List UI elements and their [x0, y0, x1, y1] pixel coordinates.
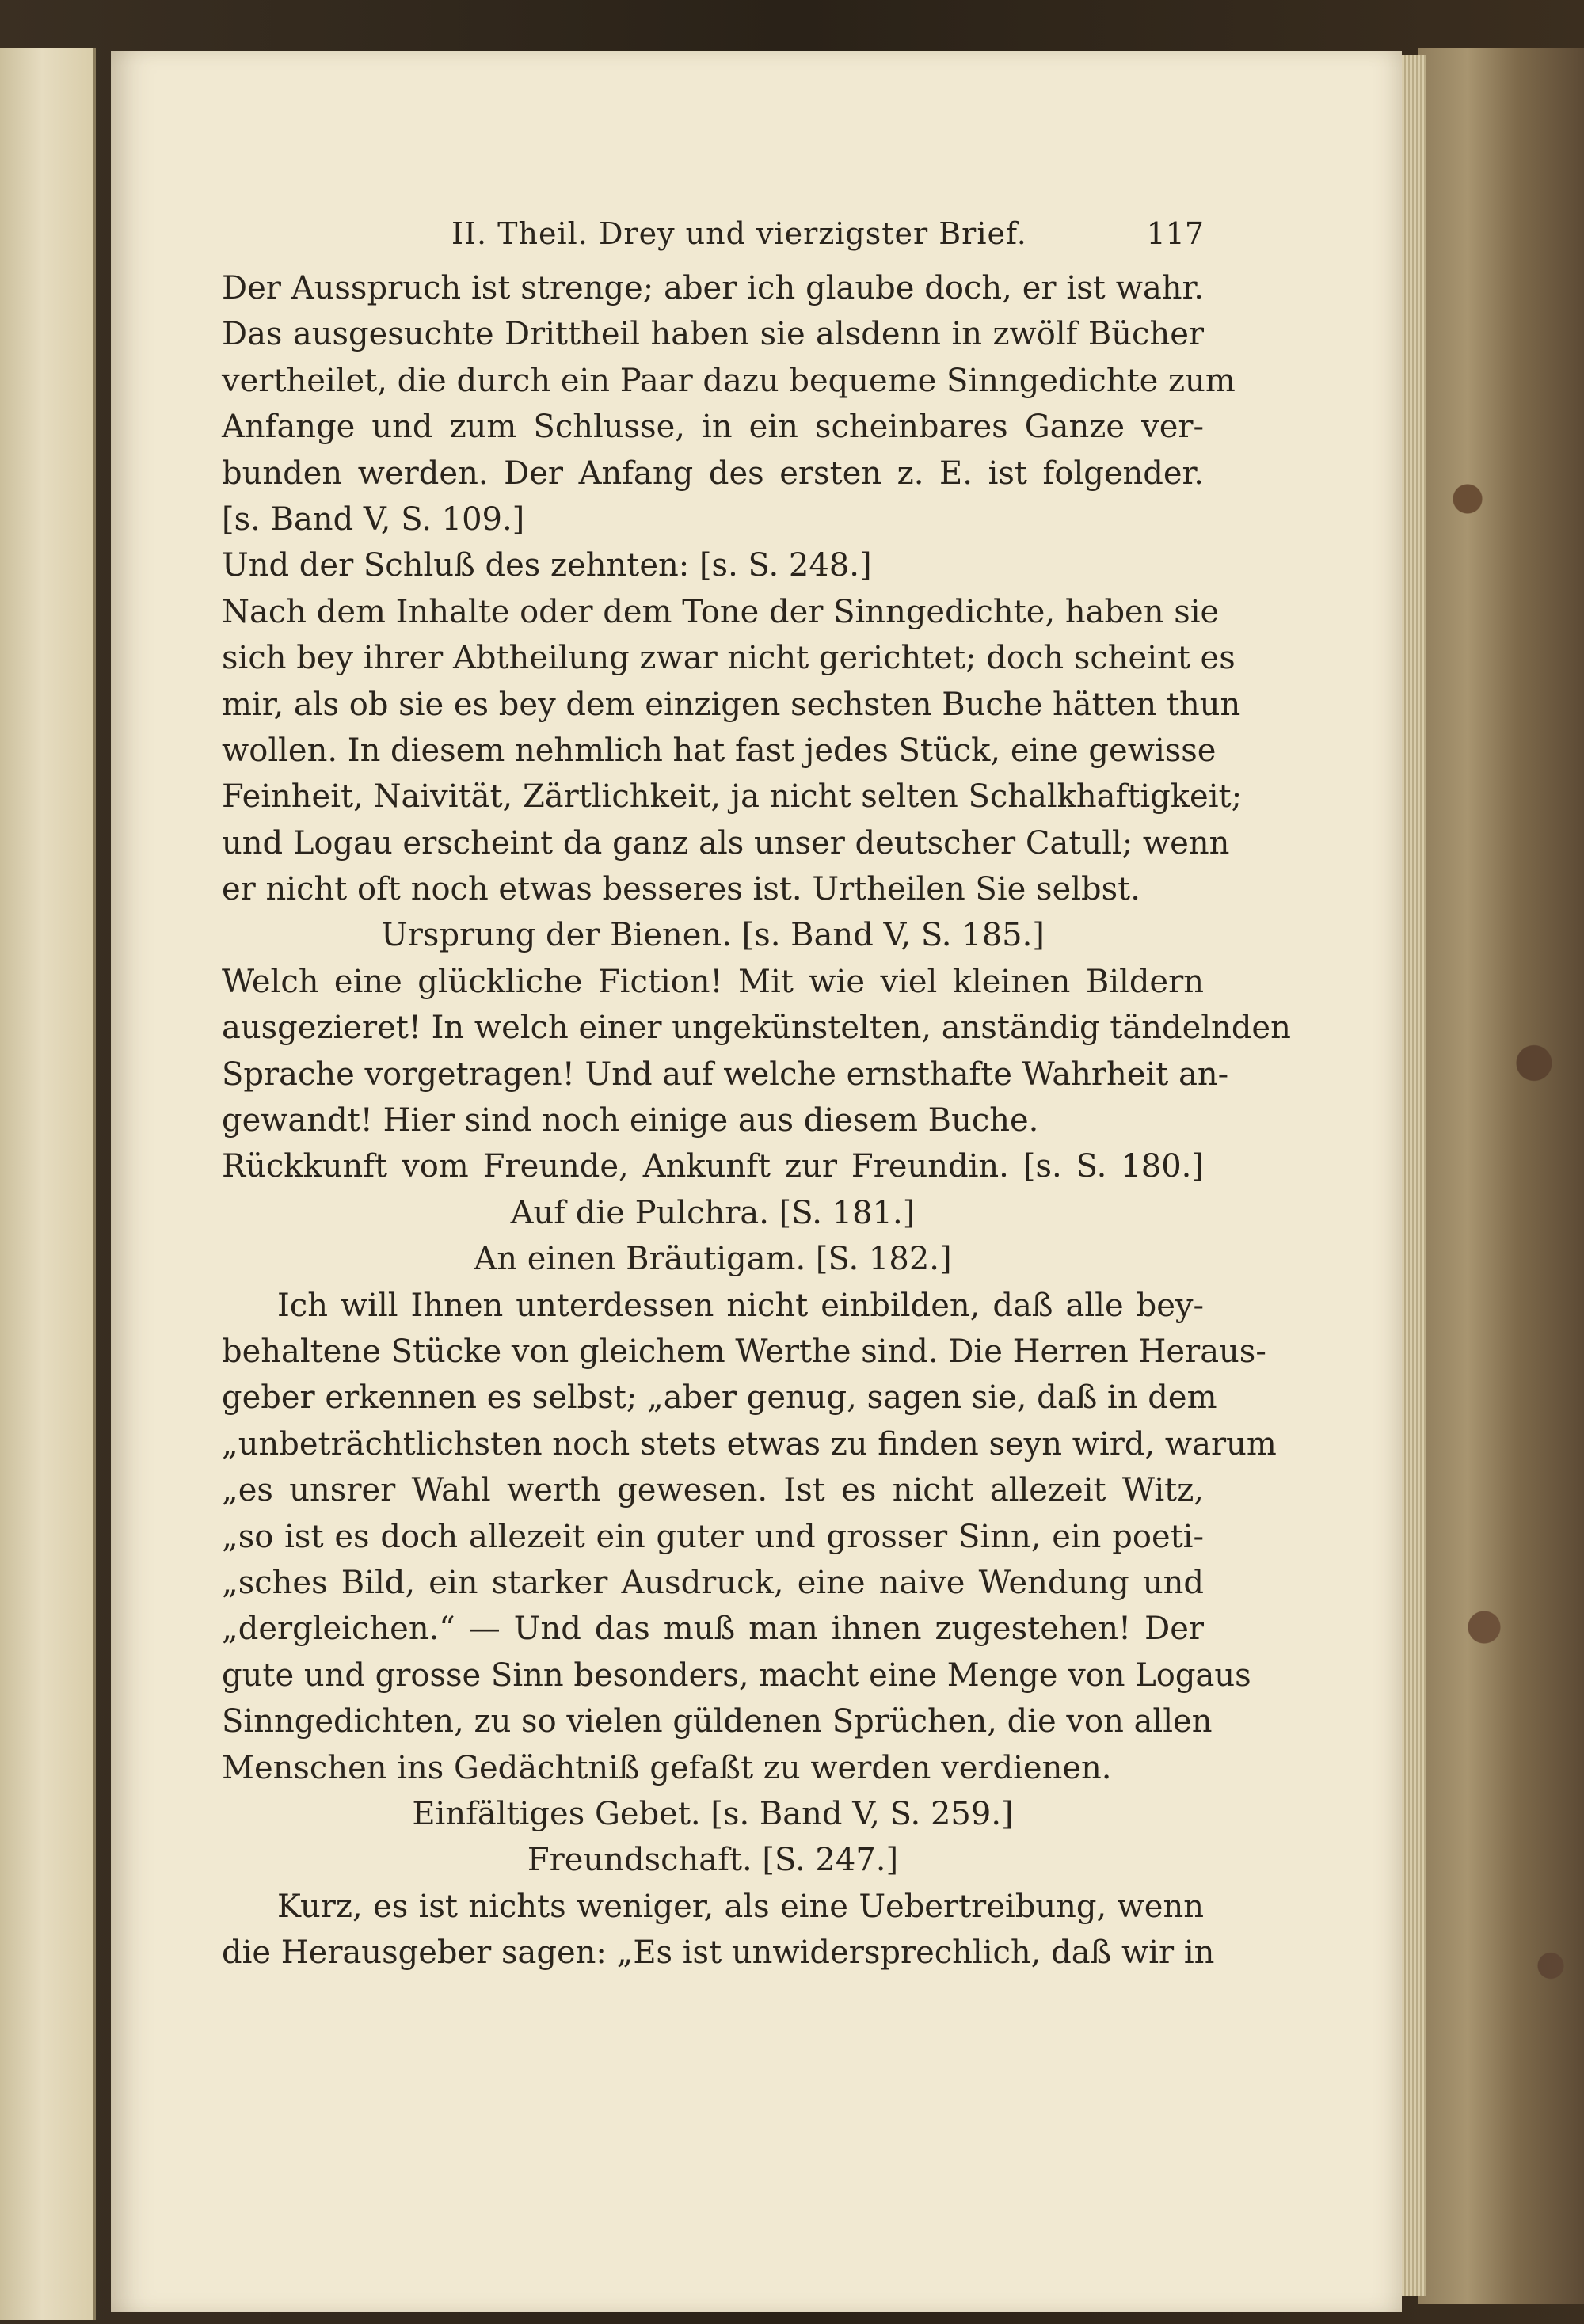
book-cover-edge	[1418, 48, 1584, 2304]
text-line: „so ist es doch allezeit ein guter und grosser Sinn, ein poeti-	[222, 1518, 1204, 1555]
text-line: vertheilet, die durch ein Paar dazu bequeme Sinngedichte zum	[222, 362, 1236, 399]
text-line: „dergleichen.“ — Und das muß man ihnen zugestehen! Der	[222, 1611, 1204, 1648]
running-title: II. Theil. Drey und vierzigster Brief.	[451, 216, 1027, 251]
text-line: er nicht oft noch etwas besseres ist. Urtheilen Sie selbst.	[222, 871, 1140, 908]
text-line: An einen Bräutigam. [S. 182.]	[474, 1241, 952, 1278]
text-line: sich bey ihrer Abtheilung zwar nicht gerichtet; doch scheint es	[222, 640, 1236, 677]
text-line: Rückkunft vom Freunde, Ankunft zur Freundin. [s. S. 180.]	[222, 1148, 1204, 1185]
text-line: Feinheit, Naivität, Zärtlichkeit, ja nicht selten Schalkhaftigkeit;	[222, 778, 1243, 816]
text-line: Anfange und zum Schlusse, in ein scheinbares Ganze ver-	[222, 409, 1204, 446]
text-line: gute und grosse Sinn besonders, macht eine Menge von Logaus	[222, 1656, 1251, 1694]
text-line: Ich will Ihnen unterdessen nicht einbilden, daß alle bey-	[277, 1287, 1204, 1324]
text-line: Kurz, es ist nichts weniger, als eine Uebertreibung, wenn	[277, 1888, 1204, 1925]
text-line: behaltene Stücke von gleichem Werthe sind. Die Herren Heraus-	[222, 1333, 1266, 1370]
text-line: „sches Bild, ein starker Ausdruck, eine naive Wendung und	[222, 1564, 1204, 1601]
page-number: 117	[1146, 216, 1204, 251]
text-line: Menschen ins Gedächtniß gefaßt zu werden verdienen.	[222, 1749, 1112, 1786]
text-line: geber erkennen es selbst; „aber genug, sagen sie, daß in dem	[222, 1379, 1217, 1417]
text-line: und Logau erscheint da ganz als unser deutscher Catull; wenn	[222, 824, 1230, 862]
text-line: mir, als ob sie es bey dem einzigen sechsten Buche hätten thun	[222, 686, 1241, 723]
text-line: Und der Schluß des zehnten: [s. S. 248.]	[222, 547, 872, 584]
text-line: Ursprung der Bienen. [s. Band V, S. 185.]	[381, 917, 1045, 954]
text-line: [s. Band V, S. 109.]	[222, 500, 525, 538]
text-line: Einfältiges Gebet. [s. Band V, S. 259.]	[412, 1795, 1014, 1832]
body-text	[222, 265, 1291, 1976]
text-line: bunden werden. Der Anfang des ersten z. E. ist folgender.	[222, 455, 1204, 492]
text-line: „unbeträchtlichsten noch stets etwas zu finden seyn wird, warum	[222, 1425, 1277, 1462]
text-line: Sprache vorgetragen! Und auf welche ernsthafte Wahrheit an-	[222, 1055, 1229, 1093]
text-line: Das ausgesuchte Drittheil haben sie alsdenn in zwölf Bücher	[222, 316, 1204, 353]
previous-page-edge	[0, 48, 96, 2320]
text-line: Freundschaft. [S. 247.]	[527, 1842, 899, 1879]
text-line: Der Ausspruch ist strenge; aber ich glaube doch, er ist wahr.	[222, 270, 1204, 306]
running-header	[222, 202, 1204, 265]
text-line: Welch eine glückliche Fiction! Mit wie viel kleinen Bildern	[222, 963, 1204, 1000]
text-line: Sinngedichten, zu so vielen güldenen Sprüchen, die von allen	[222, 1703, 1213, 1740]
text-line: Nach dem Inhalte oder dem Tone der Sinngedichte, haben sie	[222, 593, 1220, 630]
text-line: Auf die Pulchra. [S. 181.]	[510, 1194, 916, 1231]
text-line: „es unsrer Wahl werth gewesen. Ist es nicht allezeit Witz,	[222, 1472, 1204, 1509]
text-line: wollen. In diesem nehmlich hat fast jedes Stück, eine gewisse	[222, 732, 1217, 769]
text-line: ausgezieret! In welch einer ungekünstelten, anständig tändelnden	[222, 1010, 1291, 1047]
text-line: die Herausgeber sagen: „Es ist unwidersprechlich, daß wir in	[222, 1934, 1215, 1972]
text-line: gewandt! Hier sind noch einige aus diesem Buche.	[222, 1102, 1039, 1139]
page-content	[222, 202, 1291, 1976]
